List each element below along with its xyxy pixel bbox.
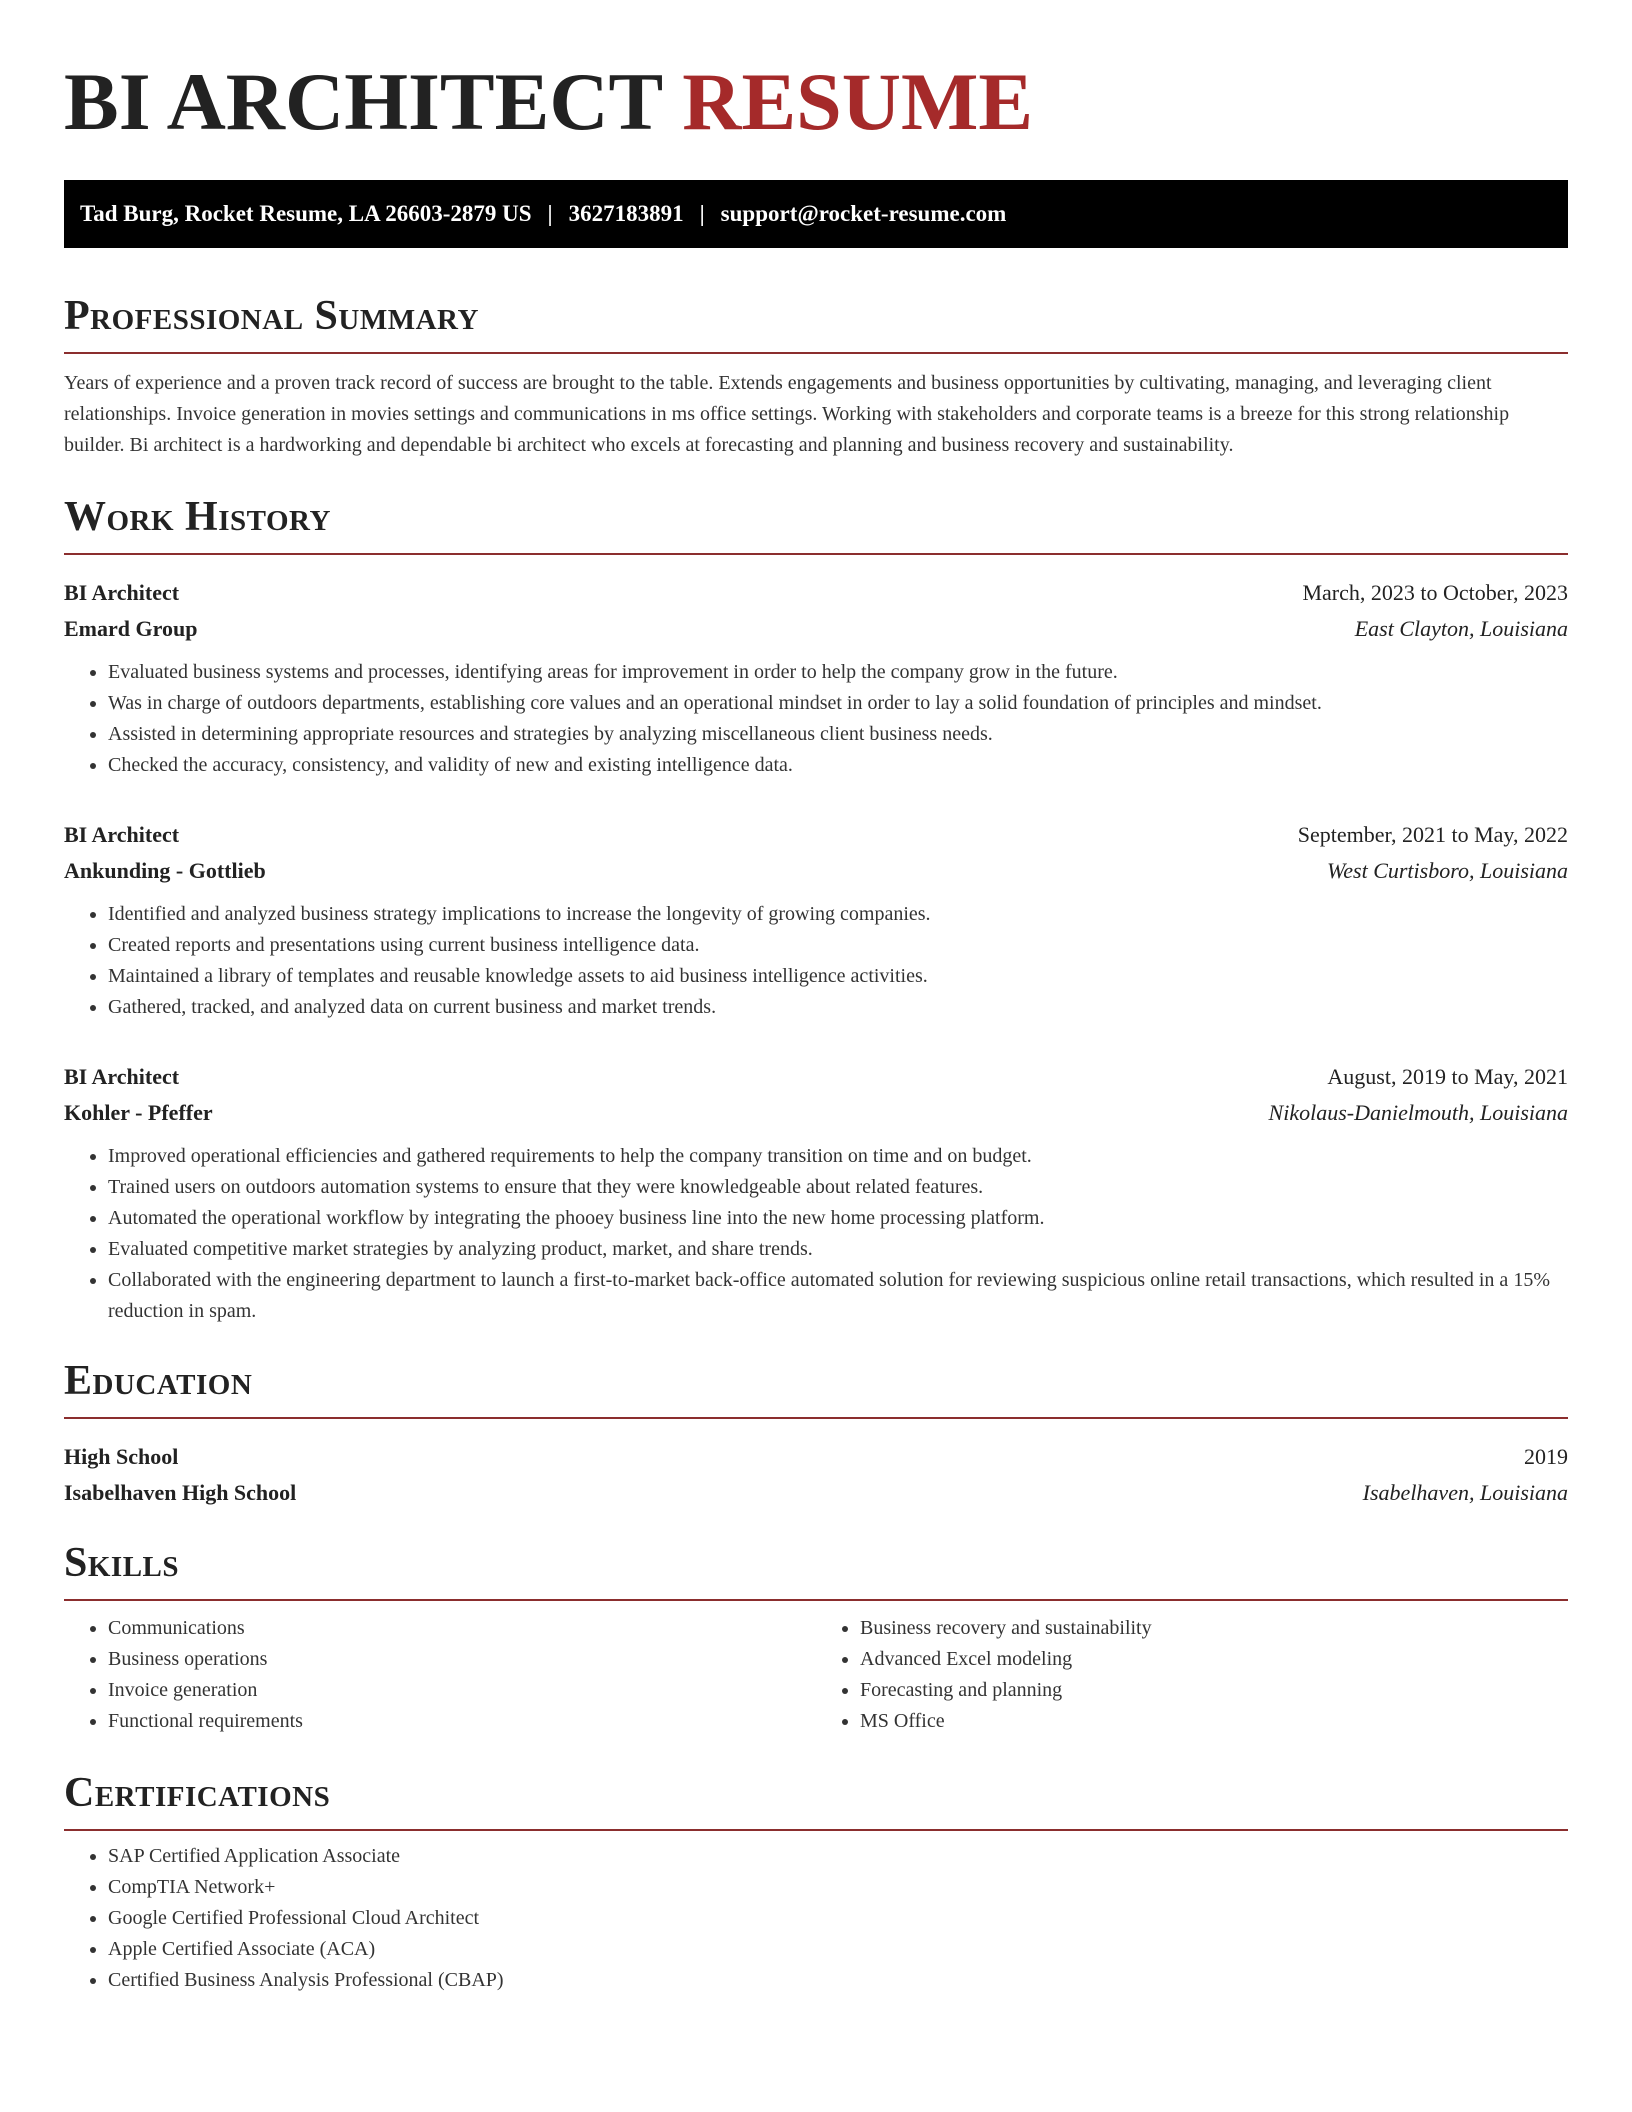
education-section bbox=[64, 1355, 1568, 1511]
job-company-row bbox=[64, 611, 1568, 647]
skills-list-right bbox=[816, 1613, 1568, 1737]
job-bullets bbox=[64, 1141, 1568, 1327]
education-degree: High School bbox=[64, 1444, 179, 1469]
job-title: BI Architect bbox=[64, 580, 180, 605]
job-bullet: • Checked the accuracy, consistency, and validity of new and existing intelligence data. bbox=[108, 750, 1568, 781]
job-company-row bbox=[64, 853, 1568, 889]
job-dates: March, 2023 to October, 2023 bbox=[1302, 580, 1568, 605]
job-bullet: • Was in charge of outdoors departments, establishing core values and an operational mindset in order to lay a solid foundation of principles and mindset. bbox=[108, 688, 1568, 719]
job-bullet: • Evaluated business systems and processes, identifying areas for improvement in order to help the company grow in the future. bbox=[108, 657, 1568, 688]
job-dates: September, 2021 to May, 2022 bbox=[1297, 822, 1568, 847]
education-heading: Education bbox=[64, 1355, 1568, 1419]
certifications-heading: Certifications bbox=[64, 1767, 1568, 1831]
job-company: Kohler - Pfeffer bbox=[64, 1100, 213, 1125]
skill-item: • Functional requirements bbox=[108, 1706, 816, 1737]
certification-item: • Certified Business Analysis Professional (CBAP) bbox=[108, 1965, 1568, 1996]
education-degree-row bbox=[64, 1439, 1568, 1475]
certifications-list bbox=[64, 1841, 1568, 1996]
contact-separator: | bbox=[699, 201, 705, 226]
job-title: BI Architect bbox=[64, 822, 180, 847]
education-year: 2019 bbox=[1524, 1444, 1568, 1469]
contact-address: Tad Burg, Rocket Resume, LA 26603-2879 US bbox=[80, 201, 532, 226]
certification-item: • Google Certified Professional Cloud Architect bbox=[108, 1903, 1568, 1934]
job-bullet: • Maintained a library of templates and reusable knowledge assets to aid business intelligence activities. bbox=[108, 961, 1568, 992]
skills-section bbox=[64, 1537, 1568, 1737]
contact-separator: | bbox=[547, 201, 553, 226]
certification-item: • CompTIA Network+ bbox=[108, 1872, 1568, 1903]
job-location: Nikolaus-Danielmouth, Louisiana bbox=[1268, 1100, 1568, 1125]
skill-item: • Forecasting and planning bbox=[860, 1675, 1568, 1706]
job-location: East Clayton, Louisiana bbox=[1354, 616, 1568, 641]
job-bullet: • Assisted in determining appropriate resources and strategies by analyzing miscellaneous client business needs. bbox=[108, 719, 1568, 750]
job-bullet: • Automated the operational workflow by integrating the phooey business line into the new home processing platform. bbox=[108, 1203, 1568, 1234]
skill-item: • MS Office bbox=[860, 1706, 1568, 1737]
job-bullet: • Improved operational efficiencies and gathered requirements to help the company transition on time and on budget. bbox=[108, 1141, 1568, 1172]
skill-item: • Business operations bbox=[108, 1644, 816, 1675]
job-company: Emard Group bbox=[64, 616, 198, 641]
job-company: Ankunding - Gottlieb bbox=[64, 858, 266, 883]
skill-item: • Advanced Excel modeling bbox=[860, 1644, 1568, 1675]
resume-title bbox=[64, 56, 1568, 148]
job-dates: August, 2019 to May, 2021 bbox=[1327, 1064, 1568, 1089]
job-bullets bbox=[64, 657, 1568, 781]
education-entry bbox=[64, 1439, 1568, 1511]
skill-item: • Communications bbox=[108, 1613, 816, 1644]
summary-text: Years of experience and a proven track record of success are brought to the table. Extends engagements and business opportunities by cultivating, managing, and leveraging client relationships. Invoice generation in movies settings and communications in ms office settings. Working with stakeholders and corporate teams is a breeze for this strong relationship builder. Bi architect is a hardworking and dependable bi architect who excels at forecasting and planning and business recovery and sustainability. bbox=[64, 372, 1510, 456]
skill-item: • Invoice generation bbox=[108, 1675, 816, 1706]
job-bullet: • Collaborated with the engineering department to launch a first-to-market back-office automated solution for reviewing suspicious online retail transactions, which resulted in a 15% reduction in spam. bbox=[108, 1265, 1568, 1327]
education-location: Isabelhaven, Louisiana bbox=[1362, 1480, 1568, 1505]
education-school-row bbox=[64, 1475, 1568, 1511]
skills-columns bbox=[64, 1613, 1568, 1737]
job-entry bbox=[64, 575, 1568, 781]
education-school: Isabelhaven High School bbox=[64, 1480, 297, 1505]
summary-section bbox=[64, 290, 1568, 461]
summary-heading: Professional Summary bbox=[64, 290, 1568, 354]
certifications-section bbox=[64, 1767, 1568, 1996]
job-bullet: • Identified and analyzed business strategy implications to increase the longevity of growing companies. bbox=[108, 899, 1568, 930]
job-bullet: • Gathered, tracked, and analyzed data on current business and market trends. bbox=[108, 992, 1568, 1023]
job-title-row bbox=[64, 575, 1568, 611]
skills-heading: Skills bbox=[64, 1537, 1568, 1601]
work-history-section bbox=[64, 491, 1568, 1327]
job-entry bbox=[64, 817, 1568, 1023]
skill-item: • Business recovery and sustainability bbox=[860, 1613, 1568, 1644]
title-main: BI ARCHITECT bbox=[64, 56, 662, 147]
job-title-row bbox=[64, 817, 1568, 853]
job-bullet: • Trained users on outdoors automation systems to ensure that they were knowledgeable about related features. bbox=[108, 1172, 1568, 1203]
job-location: West Curtisboro, Louisiana bbox=[1326, 858, 1568, 883]
job-title: BI Architect bbox=[64, 1064, 180, 1089]
certification-item: • SAP Certified Application Associate bbox=[108, 1841, 1568, 1872]
contact-email: support@rocket-resume.com bbox=[720, 201, 1007, 226]
title-accent: RESUME bbox=[682, 56, 1034, 147]
contact-phone: 3627183891 bbox=[568, 201, 684, 226]
job-title-row bbox=[64, 1059, 1568, 1095]
certification-item: • Apple Certified Associate (ACA) bbox=[108, 1934, 1568, 1965]
work-history-heading: Work History bbox=[64, 491, 1568, 555]
job-bullets bbox=[64, 899, 1568, 1023]
job-company-row bbox=[64, 1095, 1568, 1131]
job-entry bbox=[64, 1059, 1568, 1327]
contact-bar bbox=[64, 180, 1568, 248]
job-bullet: • Evaluated competitive market strategies by analyzing product, market, and share trends. bbox=[108, 1234, 1568, 1265]
skills-list-left bbox=[64, 1613, 816, 1737]
job-bullet: • Created reports and presentations using current business intelligence data. bbox=[108, 930, 1568, 961]
